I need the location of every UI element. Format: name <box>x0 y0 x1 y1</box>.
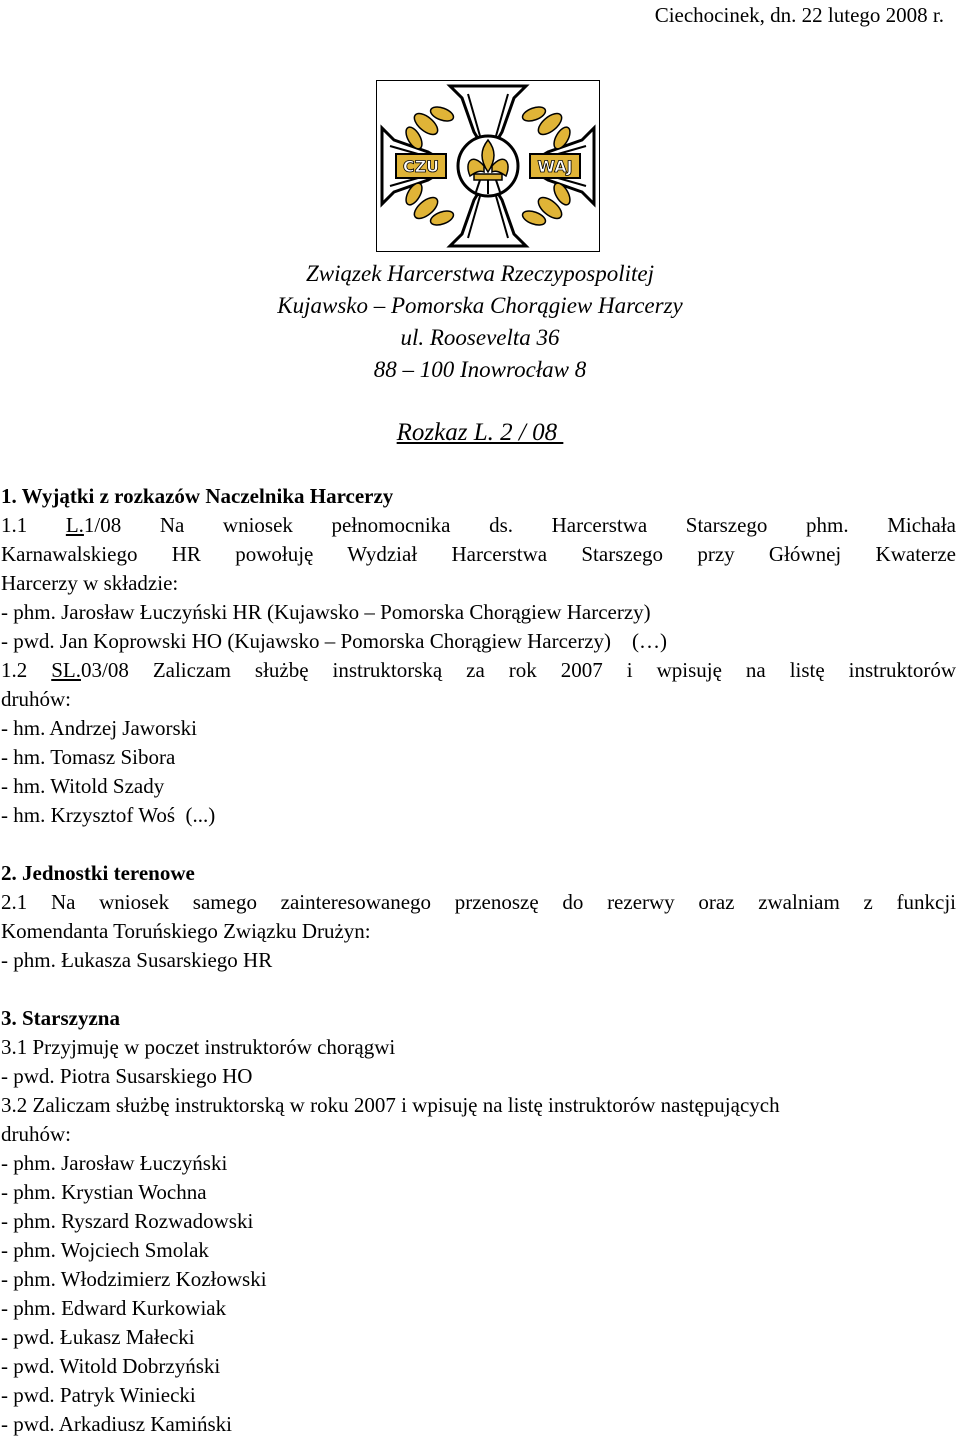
member-1: - phm. Jarosław Łuczyński HR (Kujawsko – Pomorska Chorągiew Harcerzy) <box>1 600 651 624</box>
order-reference: SL. <box>51 658 81 682</box>
section-1-heading: 1. Wyjątki z rozkazów Naczelnika Harcerzy <box>1 484 394 508</box>
list-item: - phm. Jarosław Łuczyński <box>1 1151 228 1175</box>
member-2: - pwd. Jan Koprowski HO (Kujawsko – Pomorska Chorągiew Harcerzy) (…) <box>1 629 668 653</box>
harcerski-cross-emblem-icon <box>376 80 600 252</box>
paragraph-2-1-line-2: Komendanta Toruńskiego Związku Drużyn: <box>1 919 371 943</box>
paragraph-number: 1.1 <box>1 513 28 537</box>
paragraph-1-1-line-1 <box>1 511 956 540</box>
document-body <box>1 482 956 1439</box>
section-2-heading: 2. Jednostki terenowe <box>1 861 195 885</box>
order-title-text: Rozkaz L. 2 / 08 <box>396 419 564 446</box>
paragraph-text: 1/08 Na wniosek pełnomocnika ds. Harcerstwa Starszego phm. Michała <box>83 513 956 537</box>
paragraph-2-1-line-3: - phm. Łukasza Susarskiego HR <box>1 948 273 972</box>
list-item: - hm. Andrzej Jaworski <box>1 716 197 740</box>
paragraph-text: 03/08 Zaliczam służbę instruktorską za rok 2007 i wpisuję na listę instruktorów <box>81 658 956 682</box>
street-address: ul. Roosevelta 36 <box>400 325 560 350</box>
letterhead <box>0 258 960 386</box>
order-reference: L. <box>65 513 84 537</box>
paragraph-3-2-line-1: 3.2 Zaliczam służbę instruktorską w roku 2007 i wpisuję na listę instruktorów następujących <box>1 1093 780 1117</box>
list-item: - phm. Wojciech Smolak <box>1 1238 209 1262</box>
section-3-heading: 3. Starszyzna <box>1 1006 120 1030</box>
org-name: Związek Harcerstwa Rzeczypospolitej <box>306 261 654 286</box>
list-item: - phm. Krystian Wochna <box>1 1180 207 1204</box>
paragraph-2-1-line-1: 2.1 Na wniosek samego zainteresowanego przenoszę do rezerwy oraz zwalniam z funkcji <box>1 890 956 914</box>
paragraph-1-1-line-3: Harcerzy w składzie: <box>1 571 179 595</box>
spacer <box>1 975 956 1004</box>
svg-text:WAJ: WAJ <box>537 157 573 176</box>
list-item: - hm. Tomasz Sibora <box>1 745 176 769</box>
list-item: - pwd. Witold Dobrzyński <box>1 1354 221 1378</box>
paragraph-1-2-line-1 <box>1 656 956 685</box>
paragraph-number: 1.2 <box>1 658 28 682</box>
city-address: 88 – 100 Inowrocław 8 <box>373 357 587 382</box>
order-title <box>0 418 960 448</box>
unit-name: Kujawsko – Pomorska Chorągiew Harcerzy <box>277 293 683 318</box>
list-item: - pwd. Patryk Winiecki <box>1 1383 196 1407</box>
paragraph-3-2-line-2: druhów: <box>1 1122 71 1146</box>
list-item: - hm. Witold Szady <box>1 774 165 798</box>
list-item: - hm. Krzysztof Woś (...) <box>1 803 216 827</box>
list-item: - phm. Ryszard Rozwadowski <box>1 1209 254 1233</box>
paragraph-3-1-line-1: 3.1 Przyjmuję w poczet instruktorów chorągwi <box>1 1035 396 1059</box>
paragraph-1-2-line-2: druhów: <box>1 687 71 711</box>
list-item: - phm. Edward Kurkowiak <box>1 1296 227 1320</box>
list-item: - pwd. Łukasz Małecki <box>1 1325 195 1349</box>
spacer <box>1 830 956 859</box>
list-item: - phm. Włodzimierz Kozłowski <box>1 1267 267 1291</box>
place-date: Ciechocinek, dn. 22 lutego 2008 r. <box>654 3 944 27</box>
paragraph-1-1-line-2: Karnawalskiego HR powołuję Wydział Harcerstwa Starszego przy Głównej Kwaterze <box>1 542 956 566</box>
list-item: - pwd. Arkadiusz Kamiński <box>1 1412 232 1436</box>
svg-text:CZU: CZU <box>402 157 440 176</box>
paragraph-3-1-line-2: - pwd. Piotra Susarskiego HO <box>1 1064 253 1088</box>
